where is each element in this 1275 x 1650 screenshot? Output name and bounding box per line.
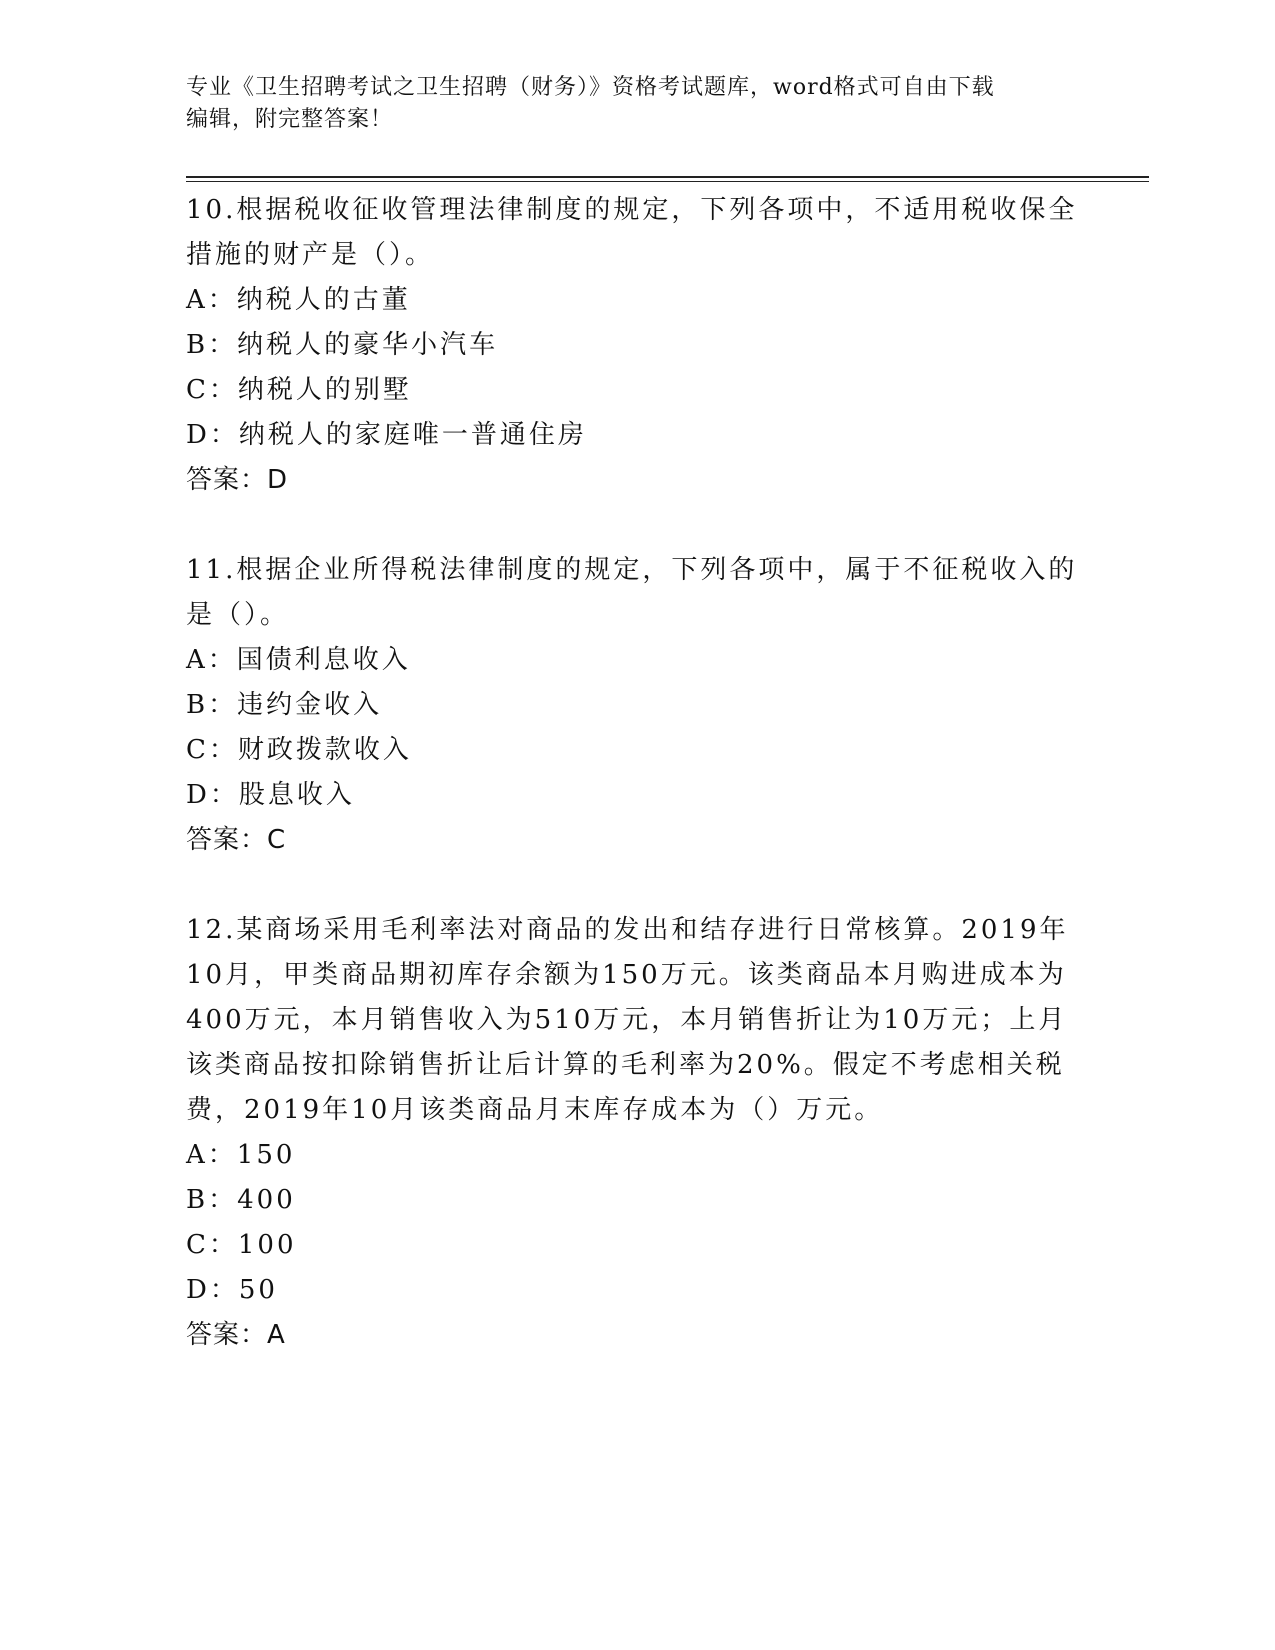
header-line-2: 编辑，附完整答案！	[186, 107, 394, 132]
question-11	[186, 548, 1086, 863]
question-stem-line: 措施的财产是（）。	[186, 240, 435, 270]
option-d: D：股息收入	[186, 780, 355, 810]
answer-line: 答案：D	[186, 465, 289, 495]
option-d: D：纳税人的家庭唯一普通住房	[186, 420, 587, 450]
header-divider-thick	[186, 176, 1149, 178]
option-c: C：财政拨款收入	[186, 735, 412, 765]
question-stem-line: 该类商品按扣除销售折让后计算的毛利率为20%。假定不考虑相关税	[186, 1050, 1065, 1080]
option-a: A：国债利息收入	[186, 645, 411, 675]
question-stem-line: 是（）。	[186, 600, 290, 630]
question-stem-line: 费，2019年10月该类商品月末库存成本为（）万元。	[186, 1095, 884, 1125]
question-stem-line: 10月，甲类商品期初库存余额为150万元。该类商品本月购进成本为	[186, 960, 1067, 990]
question-stem-line: 12.某商场采用毛利率法对商品的发出和结存进行日常核算。2019年	[186, 915, 1069, 945]
option-c: C：100	[186, 1230, 297, 1260]
answer-line: 答案：C	[186, 825, 287, 855]
question-stem-line: 10.根据税收征收管理法律制度的规定，下列各项中，不适用税收保全	[186, 195, 1078, 225]
option-a: A：纳税人的古董	[186, 285, 411, 315]
option-d: D：50	[186, 1275, 278, 1305]
document-header	[186, 72, 1086, 136]
option-b: B：违约金收入	[186, 690, 383, 720]
header-line-1: 专业《卫生招聘考试之卫生招聘（财务）》资格考试题库，word格式可自由下载	[186, 75, 995, 100]
header-divider-thin	[186, 181, 1149, 182]
answer-line: 答案：A	[186, 1320, 286, 1350]
question-stem-line: 11.根据企业所得税法律制度的规定，下列各项中，属于不征税收入的	[186, 555, 1078, 585]
question-12	[186, 908, 1086, 1358]
option-c: C：纳税人的别墅	[186, 375, 412, 405]
option-b: B：纳税人的豪华小汽车	[186, 330, 499, 360]
question-10	[186, 188, 1086, 503]
option-b: B：400	[186, 1185, 296, 1215]
question-stem-line: 400万元，本月销售收入为510万元，本月销售折让为10万元；上月	[186, 1005, 1068, 1035]
option-a: A：150	[186, 1140, 296, 1170]
